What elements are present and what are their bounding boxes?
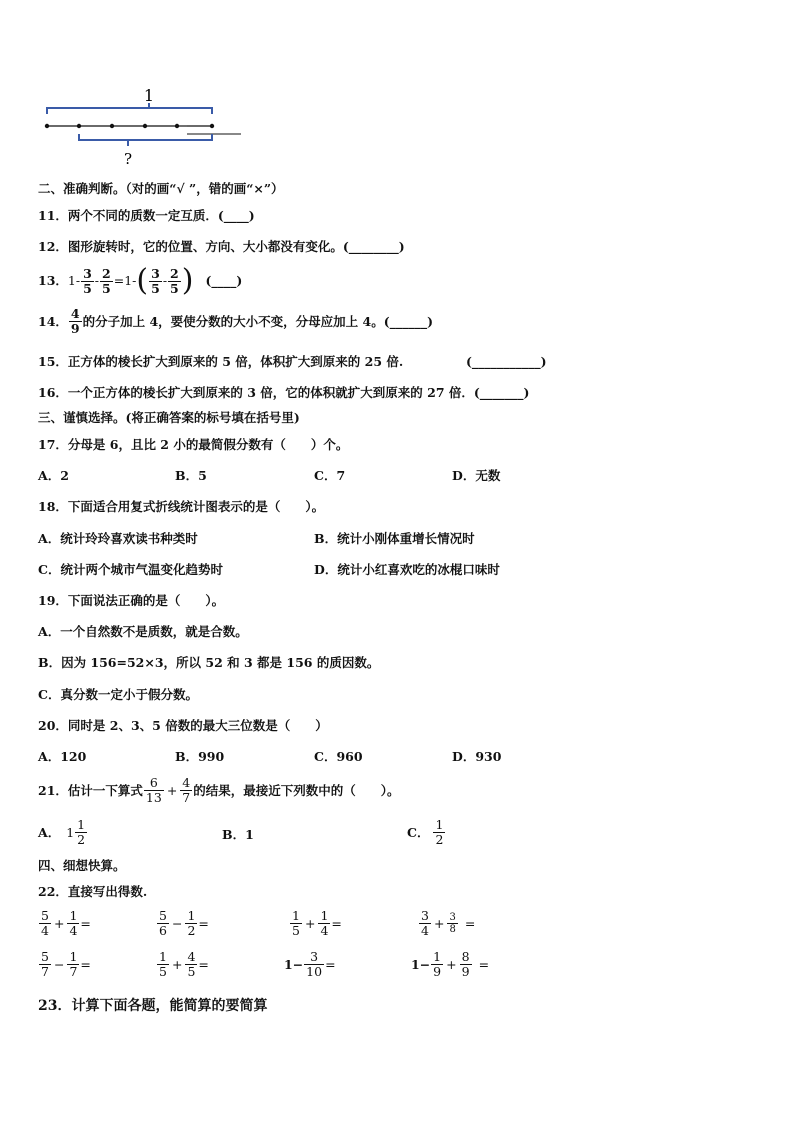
q19-option-a[interactable]: A．一个自然数不是质数，就是合数。 <box>38 624 248 639</box>
top-brace <box>47 103 212 114</box>
q17-option-a[interactable]: A．2 <box>38 468 69 483</box>
q21-option-c[interactable] <box>407 818 446 847</box>
q21-option-a-label: A． <box>38 824 61 840</box>
question-23: 23．计算下面各题，能简算的要简算 <box>38 998 268 1014</box>
q13-blank: (____) <box>205 273 243 288</box>
section4-heading: 四、细想快算。 <box>38 858 126 873</box>
q17-option-d[interactable]: D．无数 <box>452 468 501 483</box>
diagram-top-label: 1 <box>143 86 155 105</box>
question-18: 18．下面适合用复式折线统计图表示的是（ ）。 <box>38 499 325 514</box>
q21-option-a-whole: 1 <box>66 824 75 840</box>
q21-prefix: 21．估计一下算式 <box>38 782 143 798</box>
section2-heading: 二、准确判断。（对的画“√ ”，错的画“×”） <box>38 181 284 196</box>
q18-option-a[interactable]: A．统计玲玲喜欢读书种类时 <box>38 531 198 546</box>
q18-option-b[interactable]: B．统计小刚体重增长情况时 <box>314 531 475 546</box>
calc-item-8: 1− $\frac{1}{9}$ + $\frac{8}{9}$ = <box>411 949 490 979</box>
q21-option-c-fraction: $\frac{1}{2}$ <box>435 817 444 847</box>
q21-fraction-2: $\frac{4}{7}$ <box>182 775 191 805</box>
q19-option-b[interactable]: B．因为 156=52×3，所以 52 和 3 都是 156 的质因数。 <box>38 655 380 670</box>
q13-right-paren: ) <box>181 263 194 298</box>
calc-item-1: $\frac{5}{4}$ + $\frac{1}{4}$ = <box>41 908 91 938</box>
q13-one: 1- <box>67 273 81 288</box>
q21-fraction-1: $\frac{6}{13}$ <box>145 775 162 805</box>
tick-2 <box>110 124 114 128</box>
question-14 <box>38 307 433 336</box>
question-19: 19．下面说法正确的是（ ）。 <box>38 593 225 608</box>
question-13: 13． 1- $\frac{3}{5}$ - $\frac{2}{5}$ =1- ( $\frac{3}{5}$ - $\frac{2}{5}$ ) (____) <box>38 263 243 298</box>
calc-item-4: $\frac{3}{4}$ + $\frac{3}{8}$ = <box>421 908 476 938</box>
calc-item-6: $\frac{1}{5}$ + $\frac{4}{5}$ = <box>159 949 209 979</box>
question-20: 20．同时是 2、3、5 倍数的最大三位数是（ ） <box>38 718 328 733</box>
q19-option-c[interactable]: C．真分数一定小于假分数。 <box>38 687 198 702</box>
q21-plus: + <box>166 782 178 798</box>
q14-fraction: $\frac{4}{9}$ <box>70 306 80 336</box>
q13-fraction-2: $\frac{2}{5}$ <box>102 265 111 296</box>
q13-fraction-4: $\frac{2}{5}$ <box>170 265 179 296</box>
number-line-diagram <box>40 84 250 170</box>
calc-item-2: $\frac{5}{6}$ − $\frac{1}{2}$ = <box>159 908 209 938</box>
section3-heading: 三、谨慎选择。(将正确答案的标号填在括号里) <box>38 410 300 425</box>
q17-option-b[interactable]: B．5 <box>175 468 207 483</box>
calc-item-3: $\frac{1}{5}$ + $\frac{1}{4}$ = <box>292 908 342 938</box>
question-17: 17．分母是 6，且比 2 小的最简假分数有（ ）个。 <box>38 437 349 452</box>
q13-equals: =1- <box>113 273 137 288</box>
q20-option-c[interactable]: C．960 <box>314 749 363 764</box>
tick-3 <box>143 124 147 128</box>
question-12: 12．图形旋转时，它的位置、方向、大小都没有变化。(________) <box>38 239 405 254</box>
q20-option-d[interactable]: D．930 <box>452 749 502 764</box>
question-11: 11．两个不同的质数一定互质．(____) <box>38 208 255 223</box>
question-15: 15．正方体的棱长扩大到原来的 5 倍，体积扩大到原来的 25 倍. <box>38 354 404 369</box>
q18-option-c[interactable]: C．统计两个城市气温变化趋势时 <box>38 562 223 577</box>
q13-fraction-1: $\frac{3}{5}$ <box>83 265 92 296</box>
question-22: 22．直接写出得数. <box>38 884 148 899</box>
diagram-bottom-label: ? <box>123 150 133 168</box>
bottom-brace <box>79 134 212 146</box>
question-15-blank: (___________) <box>466 354 547 369</box>
question-16: 16．一个正方体的棱长扩大到原来的 3 倍，它的体积就扩大到原来的 27 倍．(_______) <box>38 385 530 400</box>
q20-option-a[interactable]: A．120 <box>38 749 87 764</box>
q21-option-c-label: C． <box>407 824 430 840</box>
tick-0 <box>45 124 49 128</box>
q17-option-c[interactable]: C．7 <box>314 468 346 483</box>
calc-item-7: 1− $\frac{3}{10}$ = <box>284 949 336 979</box>
q13-fraction-3: $\frac{3}{5}$ <box>151 265 160 296</box>
q21-suffix: 的结果，最接近下列数中的（ ）。 <box>193 782 400 798</box>
tick-5 <box>210 124 214 128</box>
tick-1 <box>77 124 81 128</box>
q13-prefix: 13． <box>38 273 68 288</box>
q20-option-b[interactable]: B．990 <box>175 749 225 764</box>
q13-minus: - <box>94 273 100 288</box>
question-21 <box>38 776 400 805</box>
q21-option-a-fraction: $\frac{1}{2}$ <box>77 817 86 847</box>
q21-option-b[interactable]: B．1 <box>222 827 254 842</box>
q14-text: 的分子加上 4，要使分数的大小不变，分母应加上 4。(______) <box>82 313 434 329</box>
q21-option-a[interactable] <box>38 818 88 847</box>
q13-left-paren: ( <box>136 263 149 298</box>
calc-item-5: $\frac{5}{7}$ − $\frac{1}{7}$ = <box>41 949 91 979</box>
tick-4 <box>175 124 179 128</box>
q14-prefix: 14． <box>38 313 68 329</box>
q18-option-d[interactable]: D．统计小红喜欢吃的冰棍口味时 <box>314 562 500 577</box>
